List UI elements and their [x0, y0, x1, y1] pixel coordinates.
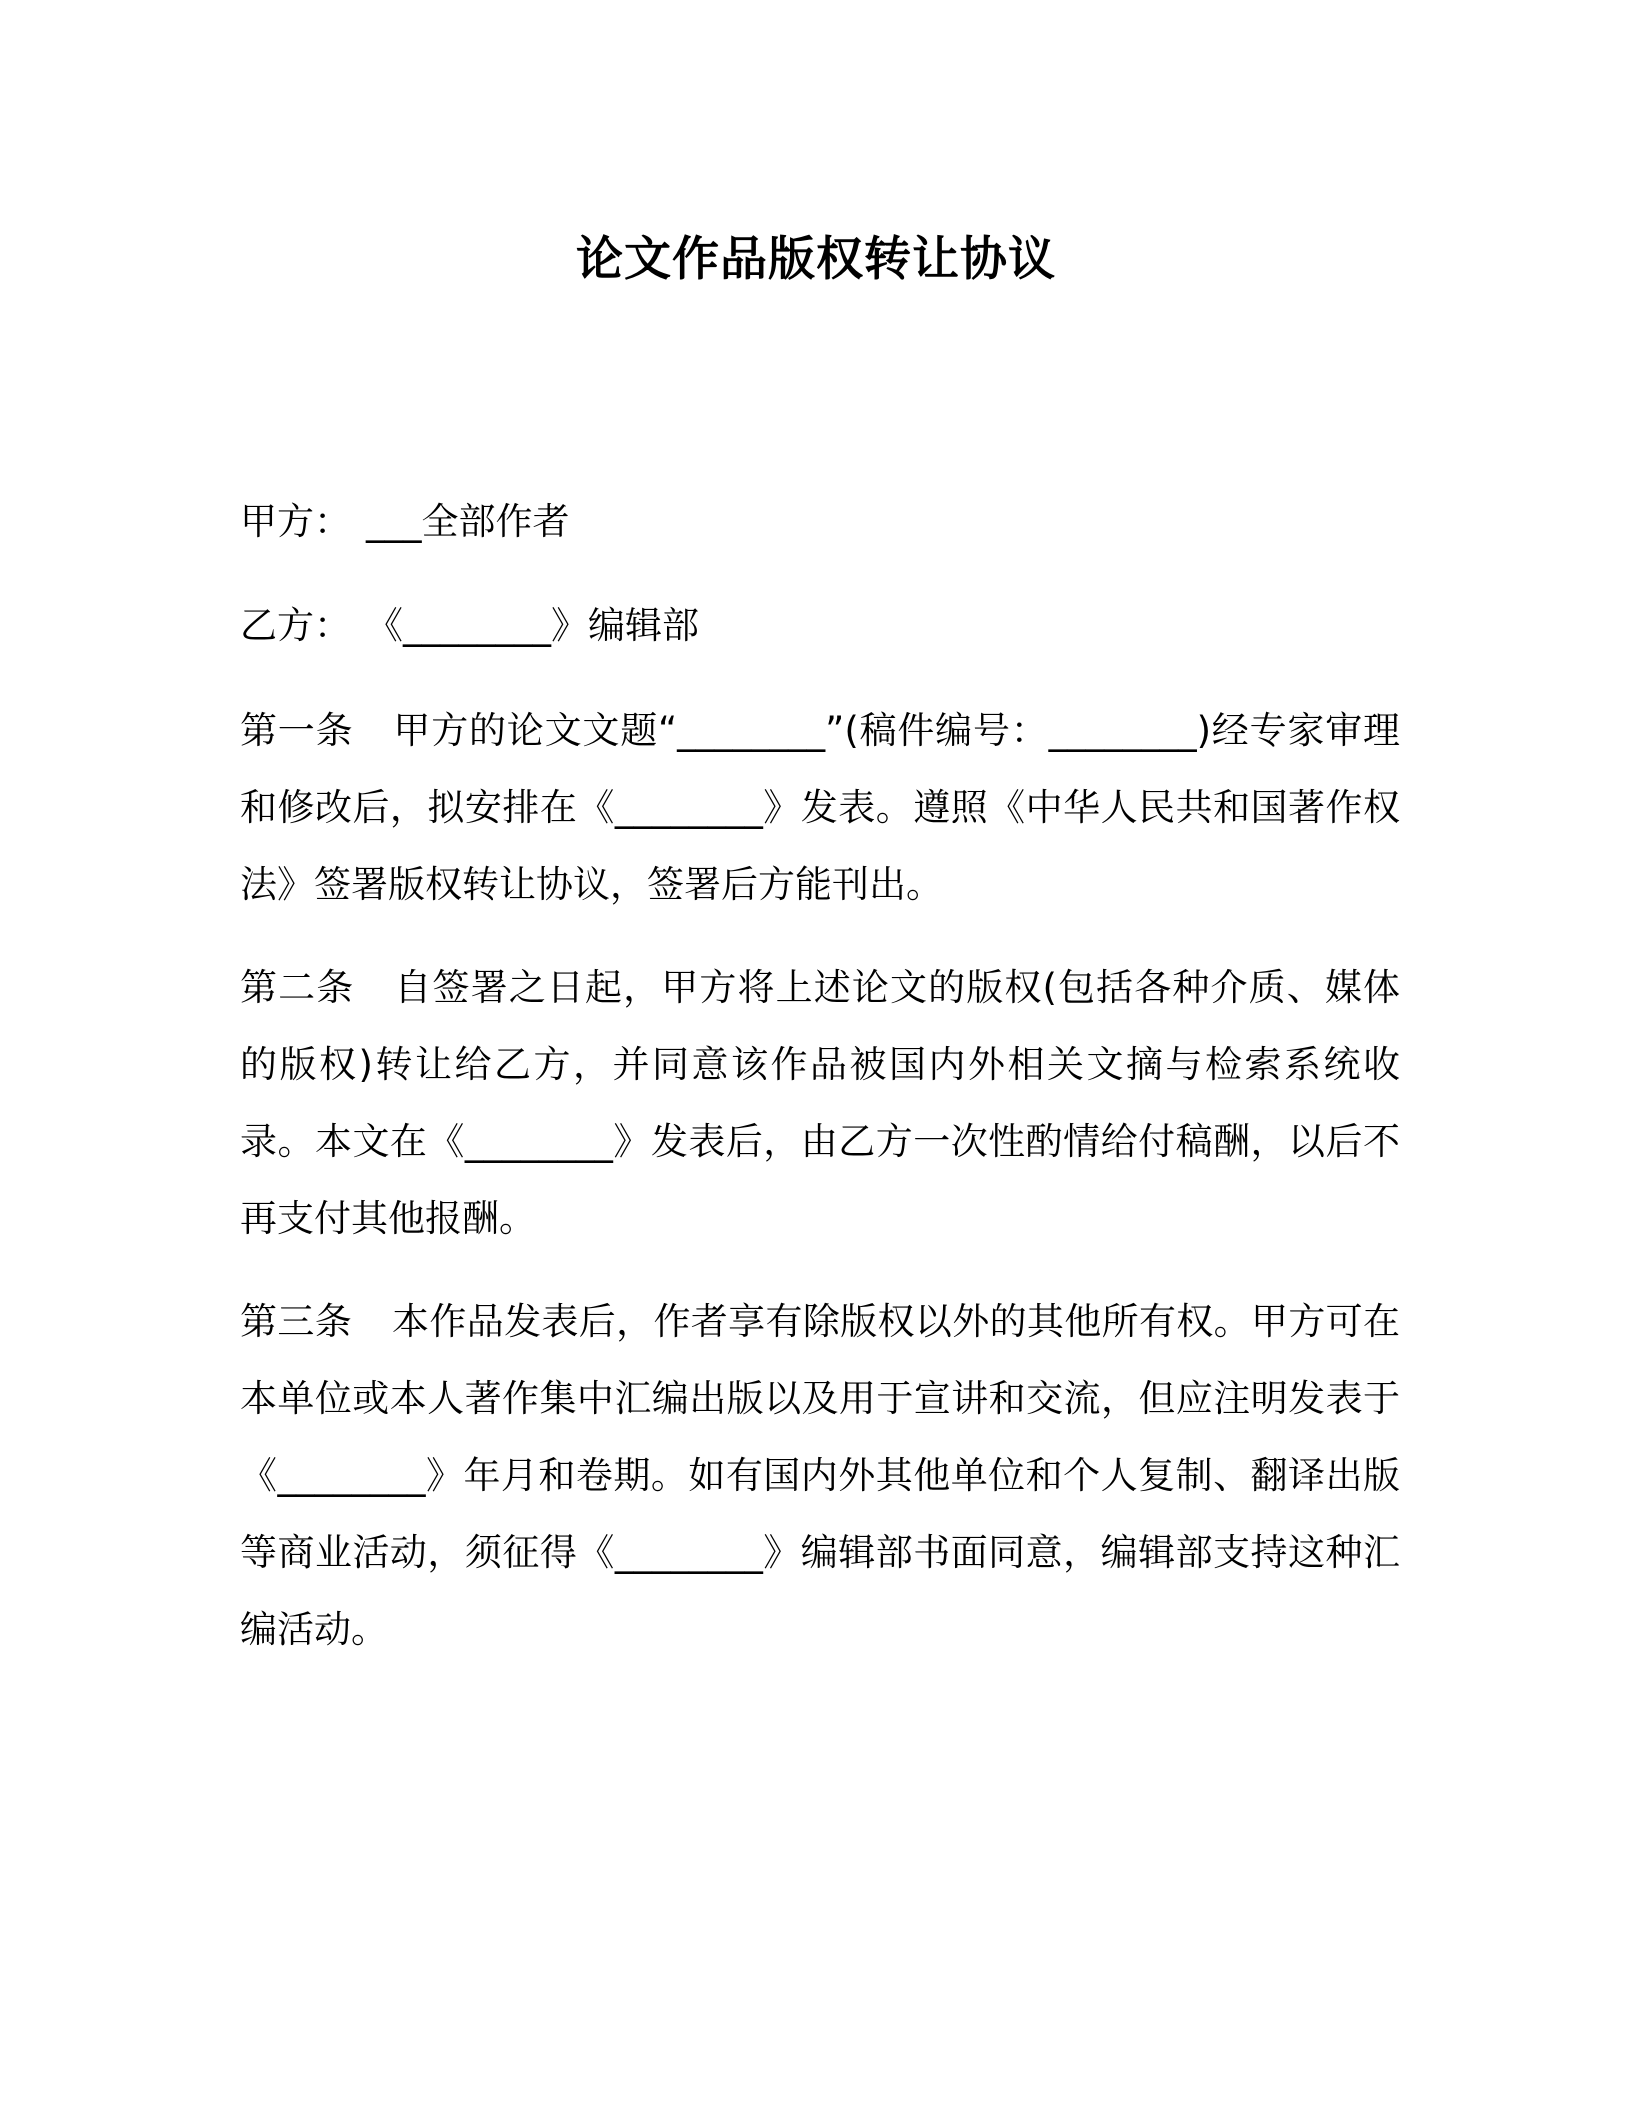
party-a-line — [240, 496, 1400, 548]
clause-3 — [240, 1283, 1400, 1668]
party-b-line — [240, 600, 1400, 652]
clause-2-number: 第二条 — [240, 966, 355, 1009]
clause-1-number: 第一条 — [240, 709, 354, 752]
clause-1-text: 甲方的论文文题“________”(稿件编号：________)经专家审理和修改后，拟安排在《________》发表。遵照《中华人民共和国著作权法》签署版权转让协议，签署后方能刊出。 — [240, 709, 1400, 906]
clause-3-text: 本作品发表后，作者享有除版权以外的其他所有权。甲方可在本单位或本人著作集中汇编出版以及用于宣讲和交流，但应注明发表于《________》年月和卷期。如有国内外其他单位和个人复制、翻译出版等商业活动，须征得《________》编辑部书面同意，编辑部支持这种汇编活动。 — [240, 1300, 1401, 1651]
clause-2-text: 自签署之日起，甲方将上述论文的版权(包括各种介质、媒体的版权)转让给乙方，并同意该作品被国内外相关文摘与检索系统收录。本文在《________》发表后，由乙方一次性酌情给付稿酬，以后不再支付其他报酬。 — [240, 966, 1401, 1240]
party-b-value: 《________》编辑部 — [366, 604, 699, 647]
party-a-label: 甲方： — [240, 500, 351, 543]
clause-list — [240, 692, 1400, 1668]
clause-2 — [240, 949, 1400, 1257]
clause-1 — [240, 692, 1400, 923]
party-a-value: ___全部作者 — [366, 500, 570, 543]
clause-3-number: 第三条 — [240, 1300, 353, 1343]
party-b-label: 乙方： — [240, 604, 351, 647]
document-title: 论文作品版权转让协议 — [576, 232, 1056, 287]
document-body — [240, 496, 1400, 1668]
